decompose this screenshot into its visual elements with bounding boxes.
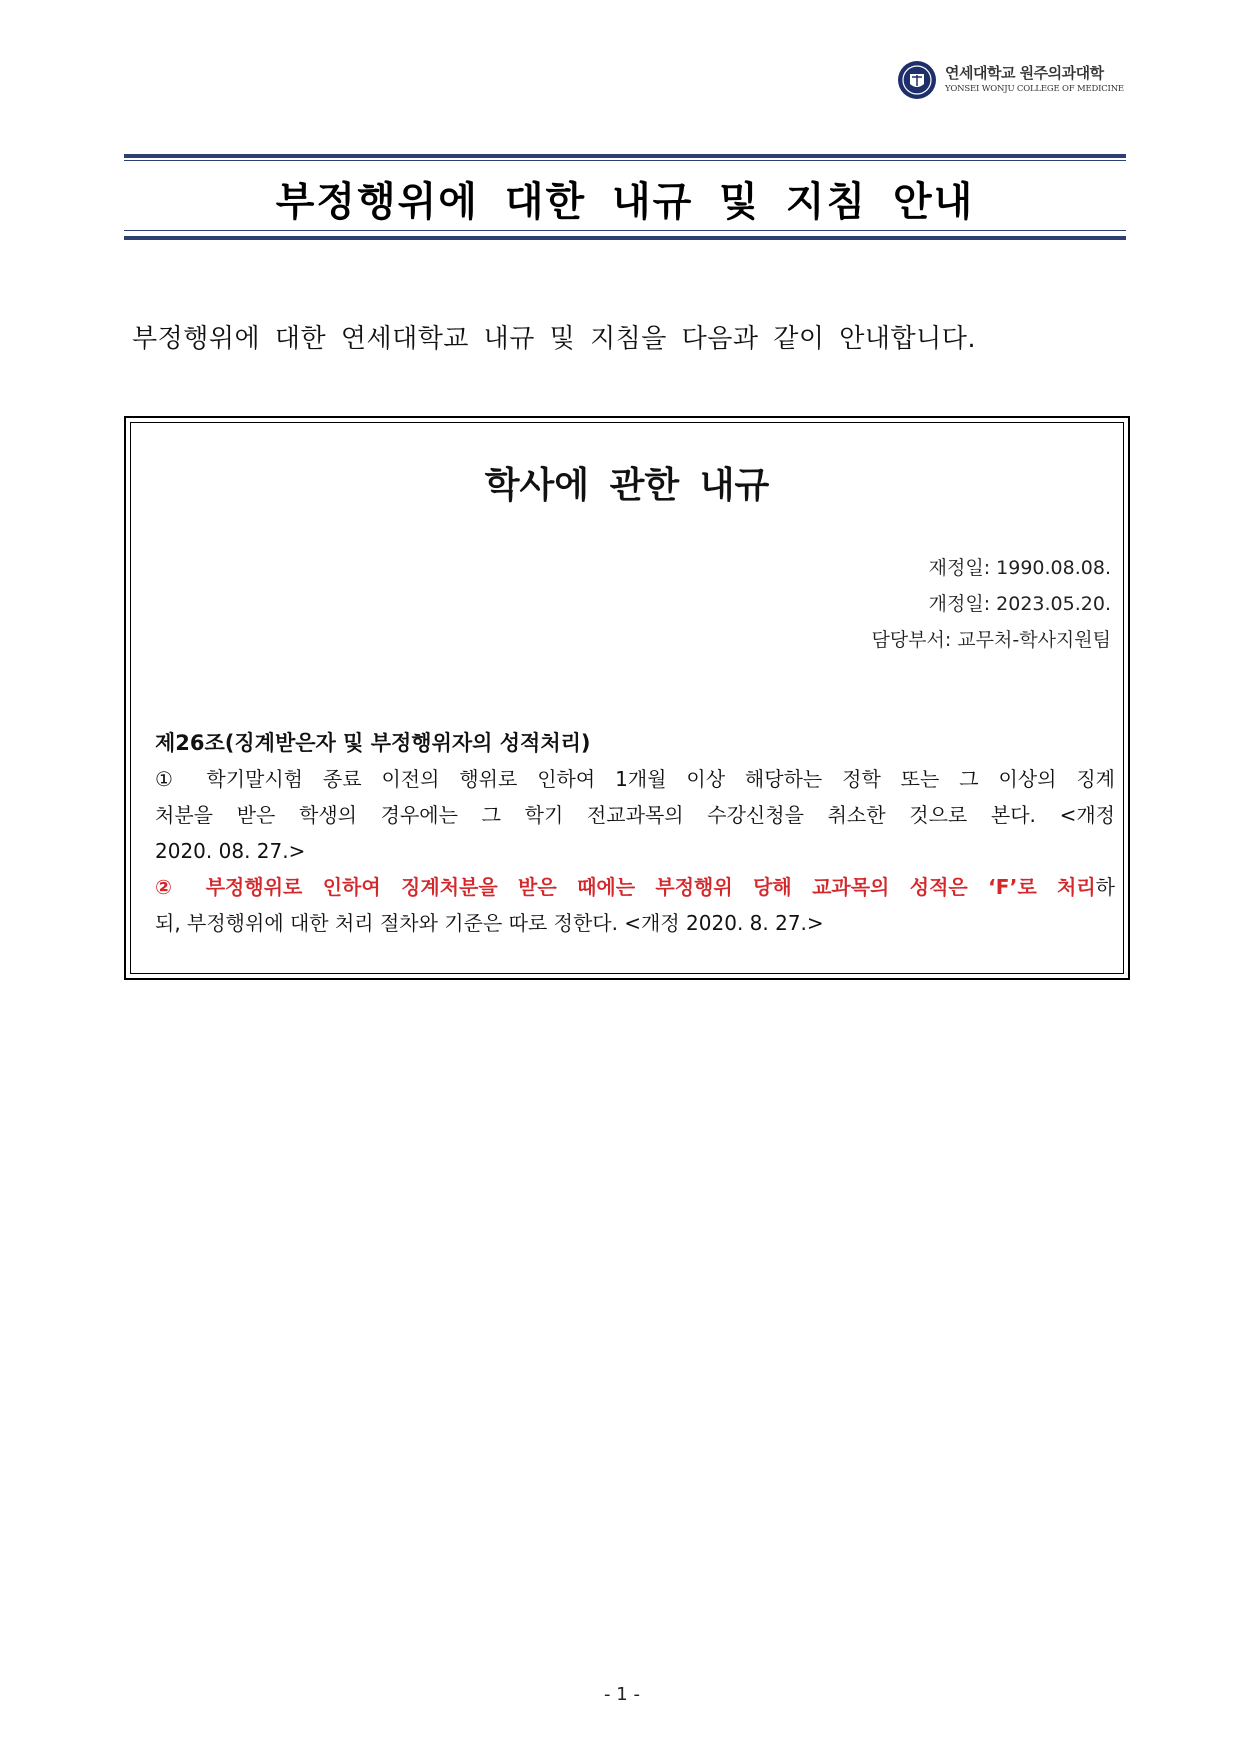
enacted-date: 재정일: 1990.08.08.	[928, 557, 1111, 579]
logo-korean-text: 연세대학교 원주의과대학	[945, 64, 1104, 82]
clause-2-line-2: 되, 부정행위에 대한 처리 절차와 기준은 따로 정한다. <개정 2020. 8. 27.>	[155, 911, 824, 935]
title-rule-bottom	[124, 236, 1126, 240]
page-number: - 1 -	[604, 1684, 640, 1705]
title-rule-bottom-thin	[124, 230, 1126, 231]
clause-2-highlight: ② 부정행위로 인하여 징계처분을 받은 때에는 부정행위 당해 교과목의 성적은 ‘F’로 처리	[155, 875, 1096, 899]
regulation-title: 학사에 관한 내규	[484, 465, 770, 506]
regulation-box-inner	[130, 422, 1124, 974]
title-rule-top	[124, 154, 1126, 158]
article-title: 제26조(징계받은자 및 부정행위자의 성적처리)	[155, 731, 591, 755]
clause-1-line-2: 처분을 받은 학생의 경우에는 그 학기 전교과목의 수강신청을 취소한 것으로 본다. <개정	[155, 803, 1115, 827]
title-rule-top-thin	[124, 160, 1126, 161]
logo-english-text: YONSEI WONJU COLLEGE OF MEDICINE	[945, 84, 1124, 94]
revised-date: 개정일: 2023.05.20.	[928, 593, 1111, 615]
department: 담당부서: 교무처-학사지원팀	[871, 629, 1111, 651]
regulation-box	[124, 416, 1130, 980]
clause-1-line-1: ① 학기말시험 종료 이전의 행위로 인하여 1개월 이상 해당하는 정학 또는 그 이상의 징계	[155, 767, 1115, 791]
clause-2-line-1	[155, 869, 1115, 905]
page-title: 부정행위에 대한 내규 및 지침 안내	[275, 179, 975, 225]
clause-1-line-3: 2020. 08. 27.>	[155, 839, 306, 863]
title-band	[124, 152, 1126, 238]
intro-text: 부정행위에 대한 연세대학교 내규 및 지침을 다음과 같이 안내합니다.	[132, 324, 977, 354]
university-seal-icon	[897, 60, 937, 100]
college-logo	[897, 60, 1127, 102]
clause-2-tail: 하	[1095, 875, 1115, 899]
